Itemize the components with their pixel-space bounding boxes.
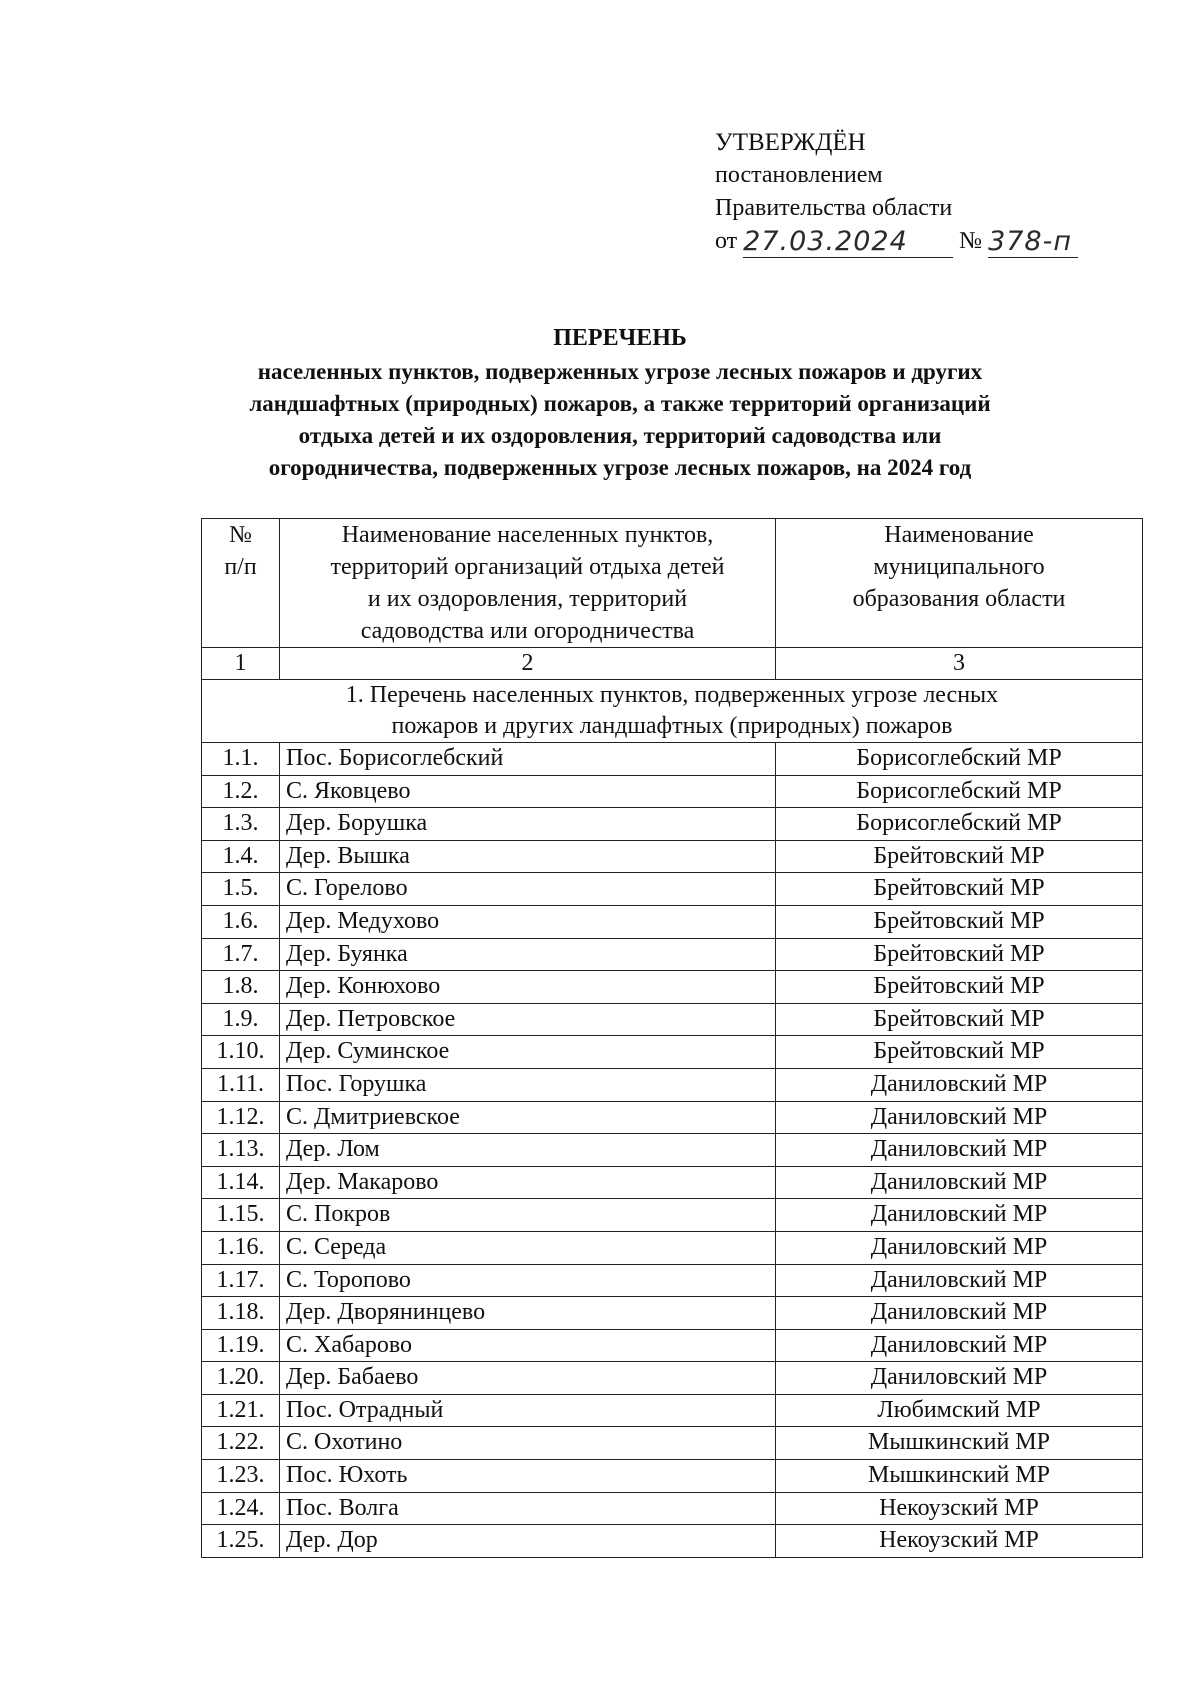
subtitle-line: огородничества, подверженных угрозе лесных пожаров, на 2024 год xyxy=(268,455,972,480)
table-row xyxy=(202,1101,1143,1134)
table-row xyxy=(202,1003,1143,1036)
section-title-line: 1. Перечень населенных пунктов, подверженных угрозе лесных xyxy=(345,682,999,708)
number-field xyxy=(988,227,1078,258)
document-title xyxy=(190,322,1050,484)
table-row xyxy=(202,938,1143,971)
table-row xyxy=(202,1199,1143,1232)
settlement-name: Пос. Отрадный xyxy=(280,1394,776,1427)
settlement-name: Пос. Юхоть xyxy=(280,1460,776,1493)
row-number: 1.13. xyxy=(202,1134,280,1167)
district-name: Даниловский МР xyxy=(776,1264,1143,1297)
settlement-name: Дер. Буянка xyxy=(280,938,776,971)
settlement-name: Дер. Вышка xyxy=(280,840,776,873)
header-text-line: и их оздоровления, территорий xyxy=(367,586,688,612)
table-row xyxy=(202,1231,1143,1264)
row-number: 1.10. xyxy=(202,1036,280,1069)
title-main: ПЕРЕЧЕНЬ xyxy=(553,325,687,351)
date-prefix: от xyxy=(715,228,738,254)
table-row xyxy=(202,808,1143,841)
district-name: Даниловский МР xyxy=(776,1068,1143,1101)
row-number: 1.22. xyxy=(202,1427,280,1460)
table-row xyxy=(202,905,1143,938)
settlement-name: Пос. Борисоглебский xyxy=(280,743,776,776)
table-row xyxy=(202,775,1143,808)
row-number: 1.23. xyxy=(202,1460,280,1493)
district-name: Мышкинский МР xyxy=(776,1460,1143,1493)
district-name: Брейтовский МР xyxy=(776,938,1143,971)
settlement-name: Дер. Лом xyxy=(280,1134,776,1167)
table-row xyxy=(202,1297,1143,1330)
settlements-table xyxy=(201,518,1143,1558)
settlement-name: Дер. Петровское xyxy=(280,1003,776,1036)
table-row xyxy=(202,1134,1143,1167)
district-name: Даниловский МР xyxy=(776,1101,1143,1134)
row-number: 1.8. xyxy=(202,971,280,1004)
row-number: 1.24. xyxy=(202,1492,280,1525)
settlement-name: Пос. Горушка xyxy=(280,1068,776,1101)
settlement-name: Дер. Дор xyxy=(280,1525,776,1558)
approval-block xyxy=(715,126,1078,258)
district-name: Даниловский МР xyxy=(776,1362,1143,1395)
settlement-name: Дер. Макарово xyxy=(280,1166,776,1199)
district-name: Некоузский МР xyxy=(776,1492,1143,1525)
row-number: 1.2. xyxy=(202,775,280,808)
row-number: 1.18. xyxy=(202,1297,280,1330)
settlement-name: Пос. Волга xyxy=(280,1492,776,1525)
district-name: Некоузский МР xyxy=(776,1525,1143,1558)
district-name: Борисоглебский МР xyxy=(776,808,1143,841)
header-text-line: образования области xyxy=(852,586,1066,612)
header-col-name xyxy=(280,519,776,648)
district-name: Борисоглебский МР xyxy=(776,775,1143,808)
table-row xyxy=(202,1264,1143,1297)
table-row xyxy=(202,1525,1143,1558)
settlement-name: С. Хабарово xyxy=(280,1329,776,1362)
header-text-line: садоводства или огородничества xyxy=(360,618,695,644)
settlement-name: С. Яковцево xyxy=(280,775,776,808)
district-name: Брейтовский МР xyxy=(776,840,1143,873)
approval-heading: УТВЕРЖДЁН xyxy=(715,129,866,156)
table-row xyxy=(202,1329,1143,1362)
table-row xyxy=(202,840,1143,873)
settlement-name: С. Середа xyxy=(280,1231,776,1264)
column-number-1: 1 xyxy=(202,648,280,680)
district-name: Даниловский МР xyxy=(776,1329,1143,1362)
settlement-name: Дер. Конюхово xyxy=(280,971,776,1004)
district-name: Брейтовский МР xyxy=(776,873,1143,906)
district-name: Даниловский МР xyxy=(776,1297,1143,1330)
subtitle-line: населенных пунктов, подверженных угрозе лесных пожаров и других xyxy=(257,359,983,384)
district-name: Даниловский МР xyxy=(776,1166,1143,1199)
district-name: Брейтовский МР xyxy=(776,1036,1143,1069)
handwritten-date: 27.03.2024 xyxy=(743,226,908,257)
settlement-name: Дер. Суминское xyxy=(280,1036,776,1069)
title-subtitle xyxy=(190,356,1050,484)
district-name: Брейтовский МР xyxy=(776,905,1143,938)
header-text-line: муниципального xyxy=(873,554,1045,580)
date-field xyxy=(743,227,953,258)
row-number: 1.19. xyxy=(202,1329,280,1362)
district-name: Даниловский МР xyxy=(776,1134,1143,1167)
section-title xyxy=(202,680,1143,743)
section-header-row xyxy=(202,680,1143,743)
handwritten-number: 378-п xyxy=(988,226,1073,257)
table-header-row xyxy=(202,519,1143,648)
district-name: Мышкинский МР xyxy=(776,1427,1143,1460)
district-name: Брейтовский МР xyxy=(776,1003,1143,1036)
settlement-name: Дер. Борушка xyxy=(280,808,776,841)
table-row xyxy=(202,873,1143,906)
header-text-line: территорий организаций отдыха детей xyxy=(330,554,725,580)
column-number-3: 3 xyxy=(776,648,1143,680)
row-number: 1.3. xyxy=(202,808,280,841)
section-title-line: пожаров и других ландшафтных (природных) пожаров xyxy=(391,713,953,739)
header-col-district xyxy=(776,519,1143,648)
row-number: 1.9. xyxy=(202,1003,280,1036)
row-number: 1.11. xyxy=(202,1068,280,1101)
table-row xyxy=(202,1427,1143,1460)
header-text-line: Наименование xyxy=(884,522,1034,548)
district-name: Любимский МР xyxy=(776,1394,1143,1427)
table-row xyxy=(202,743,1143,776)
table-row xyxy=(202,1036,1143,1069)
settlement-name: Дер. Бабаево xyxy=(280,1362,776,1395)
row-number: 1.6. xyxy=(202,905,280,938)
row-number: 1.5. xyxy=(202,873,280,906)
row-number: 1.15. xyxy=(202,1199,280,1232)
row-number: 1.17. xyxy=(202,1264,280,1297)
header-text-line: № xyxy=(229,522,252,548)
approval-date-number xyxy=(715,225,1078,258)
row-number: 1.12. xyxy=(202,1101,280,1134)
settlement-name: Дер. Дворянинцево xyxy=(280,1297,776,1330)
district-name: Борисоглебский МР xyxy=(776,743,1143,776)
settlement-name: Дер. Медухово xyxy=(280,905,776,938)
column-number-2: 2 xyxy=(280,648,776,680)
settlement-name: С. Покров xyxy=(280,1199,776,1232)
approval-government: Правительства области xyxy=(715,195,953,221)
settlement-name: С. Дмитриевское xyxy=(280,1101,776,1134)
district-name: Брейтовский МР xyxy=(776,971,1143,1004)
row-number: 1.16. xyxy=(202,1231,280,1264)
row-number: 1.21. xyxy=(202,1394,280,1427)
table-row xyxy=(202,1394,1143,1427)
settlement-name: С. Торопово xyxy=(280,1264,776,1297)
table-row xyxy=(202,971,1143,1004)
table-row xyxy=(202,1362,1143,1395)
settlement-name: С. Охотино xyxy=(280,1427,776,1460)
subtitle-line: отдыха детей и их оздоровления, территорий садоводства или xyxy=(298,423,942,448)
row-number: 1.1. xyxy=(202,743,280,776)
row-number: 1.20. xyxy=(202,1362,280,1395)
row-number: 1.25. xyxy=(202,1525,280,1558)
table-row xyxy=(202,1492,1143,1525)
subtitle-line: ландшафтных (природных) пожаров, а также территорий организаций xyxy=(249,391,991,416)
district-name: Даниловский МР xyxy=(776,1199,1143,1232)
column-numbers-row xyxy=(202,648,1143,680)
header-text-line: п/п xyxy=(224,554,257,580)
approval-resolution: постановлением xyxy=(715,162,883,188)
row-number: 1.14. xyxy=(202,1166,280,1199)
row-number: 1.7. xyxy=(202,938,280,971)
table-row xyxy=(202,1460,1143,1493)
number-prefix: № xyxy=(959,228,983,254)
header-col-number xyxy=(202,519,280,648)
district-name: Даниловский МР xyxy=(776,1231,1143,1264)
header-text-line: Наименование населенных пунктов, xyxy=(341,522,714,548)
table-row xyxy=(202,1068,1143,1101)
settlement-name: С. Горелово xyxy=(280,873,776,906)
table-row xyxy=(202,1166,1143,1199)
row-number: 1.4. xyxy=(202,840,280,873)
